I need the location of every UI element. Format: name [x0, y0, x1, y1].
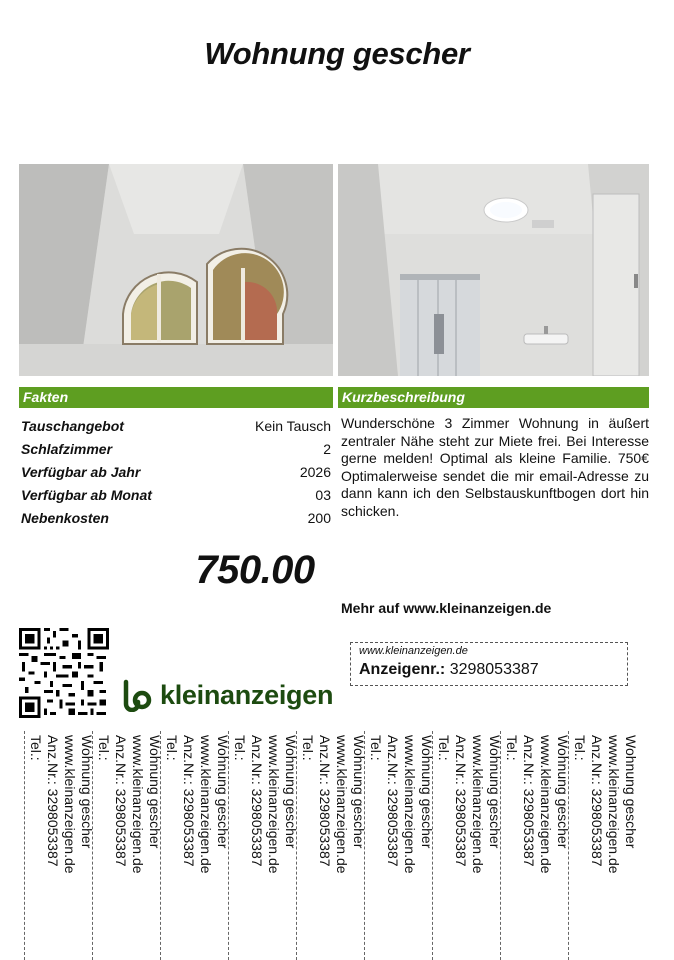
tab-line-tel: Tel.: — [232, 735, 248, 761]
fact-label: Nebenkosten — [21, 510, 109, 526]
tab-line-tel: Tel.: — [368, 735, 384, 761]
tab-line-adnr: Anz.Nr.: 3298053387 — [45, 735, 61, 867]
fact-label: Schlafzimmer — [21, 441, 113, 457]
tab-line-url: www.kleinanzeigen.de — [334, 735, 350, 874]
tab-line-title: Wohnung gescher — [147, 735, 163, 849]
tab-line-title: Wohnung gescher — [215, 735, 231, 849]
tear-off-tab[interactable] — [228, 731, 299, 960]
more-link[interactable]: Mehr auf www.kleinanzeigen.de — [341, 600, 552, 616]
tear-off-tab[interactable] — [432, 731, 503, 960]
tear-off-tab[interactable] — [92, 731, 163, 960]
fact-value: 03 — [315, 487, 331, 503]
tear-off-tab[interactable] — [296, 731, 367, 960]
fact-value: 2 — [323, 441, 331, 457]
tab-text — [27, 735, 95, 874]
tab-line-url: www.kleinanzeigen.de — [62, 735, 78, 874]
tab-text — [231, 735, 299, 874]
tab-line-adnr: Anz.Nr.: 3298053387 — [521, 735, 537, 867]
tab-line-title: Wohnung gescher — [351, 735, 367, 849]
tab-line-url: www.kleinanzeigen.de — [266, 735, 282, 874]
fact-value: 200 — [307, 510, 331, 526]
tab-text — [299, 735, 367, 874]
tab-line-tel: Tel.: — [436, 735, 452, 761]
tab-line-adnr: Anz.Nr.: 3298053387 — [249, 735, 265, 867]
tear-off-tab[interactable] — [500, 731, 571, 960]
page-title: Wohnung gescher — [204, 36, 470, 71]
tab-text — [367, 735, 435, 874]
ad-number-line — [359, 661, 539, 679]
ad-number-value: 3298053387 — [449, 661, 539, 678]
tab-line-adnr: Anz.Nr.: 3298053387 — [385, 735, 401, 867]
tab-line-url: www.kleinanzeigen.de — [538, 735, 554, 874]
tab-line-adnr: Anz.Nr.: 3298053387 — [589, 735, 605, 867]
photo-bathroom — [338, 164, 649, 376]
logo-text: kleinanzeigen — [160, 679, 334, 710]
price: 750.00 — [195, 548, 315, 592]
tab-line-url: www.kleinanzeigen.de — [198, 735, 214, 874]
fact-label: Tauschangebot — [21, 418, 124, 434]
tab-text — [95, 735, 163, 874]
tear-off-tab[interactable] — [568, 731, 639, 960]
tab-line-adnr: Anz.Nr.: 3298053387 — [453, 735, 469, 867]
tear-off-tab[interactable] — [160, 731, 231, 960]
tab-line-tel: Tel.: — [28, 735, 44, 761]
ad-number-label: Anzeigenr.: — [359, 661, 446, 678]
tab-text — [435, 735, 503, 874]
tab-line-url: www.kleinanzeigen.de — [130, 735, 146, 874]
tab-line-url: www.kleinanzeigen.de — [402, 735, 418, 874]
fact-row-nebenkosten — [21, 507, 331, 530]
fact-label: Verfügbar ab Jahr — [21, 464, 141, 480]
tear-off-tab[interactable] — [24, 731, 95, 960]
tab-line-tel: Tel.: — [300, 735, 316, 761]
tab-text — [503, 735, 571, 874]
photo-attic-room — [19, 164, 333, 376]
tab-line-tel: Tel.: — [96, 735, 112, 761]
qr-code-icon — [19, 628, 109, 718]
tab-line-adnr: Anz.Nr.: 3298053387 — [113, 735, 129, 867]
tab-line-title: Wohnung gescher — [283, 735, 299, 849]
tear-off-tab[interactable] — [364, 731, 435, 960]
tab-line-url: www.kleinanzeigen.de — [606, 735, 622, 874]
description-header: Kurzbeschreibung — [338, 387, 649, 408]
fact-row-verfuegbar-monat — [21, 484, 331, 507]
tab-line-title: Wohnung gescher — [487, 735, 503, 849]
tab-line-tel: Tel.: — [504, 735, 520, 761]
kleinanzeigen-logo-icon — [120, 678, 154, 712]
description-text: Wunderschöne 3 Zimmer Wohnung in äußert zentraler Nähe steht zur Miete frei. Bei Interesse gerne melden! Optimal als kleine Familie. 750€ Optimalerweise sendet die mir email-Adresse zu dann kann ich den Selbstauskunftbogen dort hin schicken. — [341, 415, 649, 519]
ad-box-url: www.kleinanzeigen.de — [359, 645, 468, 657]
tab-line-adnr: Anz.Nr.: 3298053387 — [317, 735, 333, 867]
fact-value: 2026 — [299, 464, 331, 480]
tab-line-title: Wohnung gescher — [419, 735, 435, 849]
tab-line-title: Wohnung gescher — [79, 735, 95, 849]
fact-label: Verfügbar ab Monat — [21, 487, 152, 503]
facts-header: Fakten — [19, 387, 333, 408]
tab-text — [571, 735, 639, 874]
tab-line-url: www.kleinanzeigen.de — [470, 735, 486, 874]
tab-line-title: Wohnung gescher — [555, 735, 571, 849]
fact-row-tauschangebot — [21, 415, 331, 438]
fact-row-schlafzimmer — [21, 438, 331, 461]
ad-number-box — [350, 642, 628, 686]
facts-list — [21, 415, 331, 530]
tab-line-tel: Tel.: — [572, 735, 588, 761]
tab-line-title: Wohnung gescher — [623, 735, 639, 849]
tear-off-tabs — [24, 731, 639, 960]
kleinanzeigen-logo — [120, 678, 333, 712]
tab-text — [163, 735, 231, 874]
tab-line-tel: Tel.: — [164, 735, 180, 761]
fact-row-verfuegbar-jahr — [21, 461, 331, 484]
fact-value: Kein Tausch — [254, 418, 331, 434]
tab-line-adnr: Anz.Nr.: 3298053387 — [181, 735, 197, 867]
